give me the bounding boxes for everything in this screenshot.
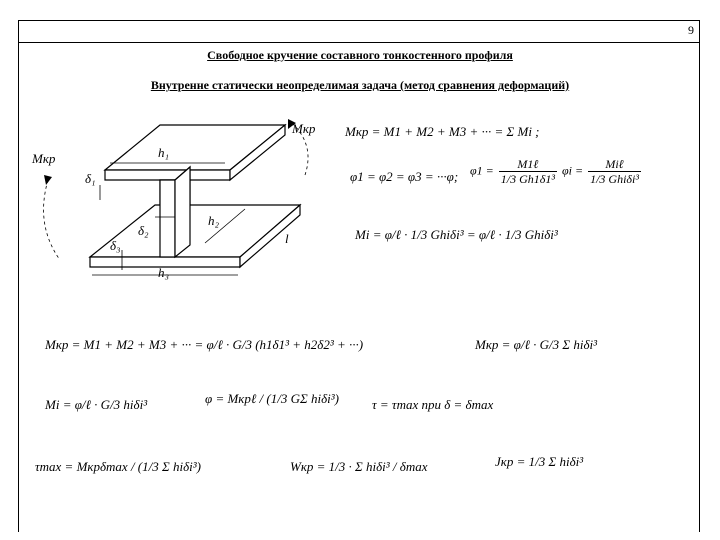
eq-phi1: φ1 = $\frac{\text{M1ℓ}}{\text{1/3 Gh1δ1³}}$ [470, 157, 555, 186]
eq-j-torsion: Jкр = 1/3 Σ hiδi³ [495, 454, 584, 469]
page-subtitle: Внутренне статически неопределимая задача (метод сравнения деформаций) [150, 78, 570, 92]
eq-phi: φ = Mкрℓ / (1/3 GΣ hiδi³) [205, 391, 339, 406]
eq-tau-condition: τ = τmax при δ = δmax [372, 397, 494, 412]
h3-label: h₃ [158, 265, 170, 280]
delta1-label: δ₁ [85, 171, 96, 186]
torque-label-left: Mкр [32, 151, 56, 166]
eq-torque-expanded: Mкр = M1 + M2 + M3 + ··· = φ/ℓ · G/3 (h1δ1³ + h2δ2³ + ···) [45, 337, 364, 352]
header-divider [18, 42, 700, 43]
eq-w-torsion: Wкр = 1/3 · Σ hiδi³ / δmax [290, 459, 428, 474]
eq-torque-sum: Mкр = M1 + M2 + M3 + ··· = Σ Mi ; [345, 124, 540, 139]
eq-phi-equal: φ1 = φ2 = φ3 = ···φ; [350, 169, 459, 184]
delta3-label: δ₃ [110, 238, 121, 253]
eq-tau-max: τmax = Mкрδmax / (1/3 Σ hiδi³) [35, 459, 201, 474]
eq-mi-compact: Mi = φ/ℓ · G/3 hiδi³ [45, 397, 148, 412]
profile-figure [30, 105, 330, 290]
delta2-label: δ₂ [138, 223, 149, 238]
eq-phii: φi = $\frac{\text{Miℓ}}{\text{1/3 Ghiδi³}}$ [562, 157, 639, 186]
h1-label: h₁ [158, 145, 170, 160]
eq-torque-sum-compact: Mкр = φ/ℓ · G/3 Σ hiδi³ [475, 337, 598, 352]
torque-label-right: Mкр [292, 121, 316, 136]
page-title: Свободное кручение составного тонкостенного профиля [207, 48, 513, 62]
length-label: l [285, 231, 289, 246]
page-number: 9 [688, 23, 694, 37]
eq-mi: Mi = φ/ℓ · 1/3 Ghiδi³ = φ/ℓ · 1/3 Ghiδi³ [355, 227, 558, 242]
h2-label: h₂ [208, 213, 220, 228]
